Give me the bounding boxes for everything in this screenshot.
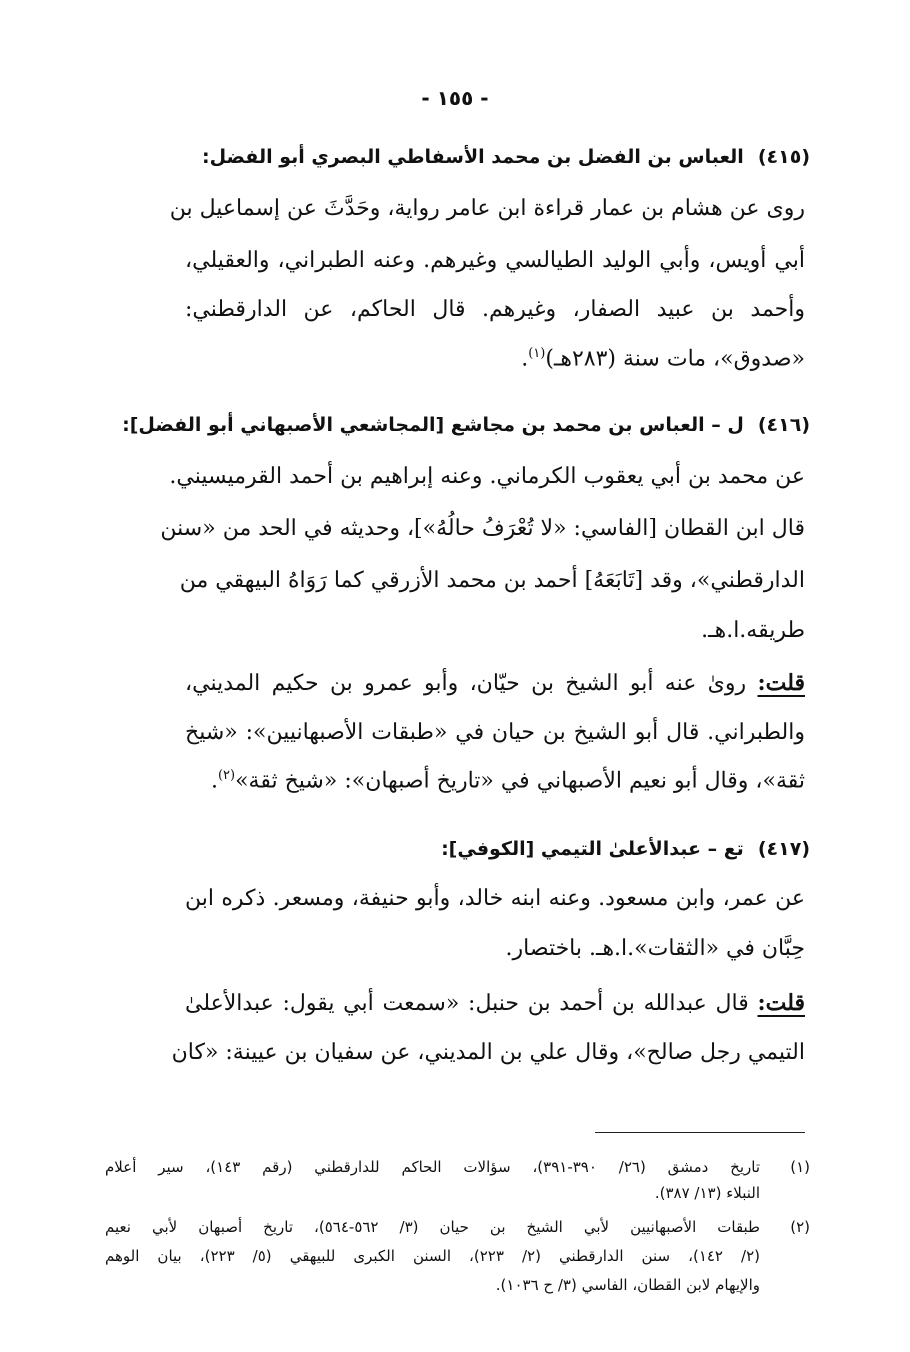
text-line: روى عن هشام بن عمار قراءة ابن عامر رواية، وحَدَّثَ عن إسماعيل بن — [169, 196, 805, 221]
entry-number: (٤١٧) — [757, 838, 810, 860]
footnote-line: تاريخ دمشق (٢٦/ ٣٩٠-٣٩١)، سؤالات الحاكم للدارقطني (رقم ١٤٣)، سير أعلام — [105, 1158, 760, 1176]
entry-heading — [441, 838, 810, 860]
text-line: «صدوق»، مات سنة (٢٨٣هـ)$^{(١)}$. — [521, 346, 805, 372]
qult-line: قلت: رویٰ عنه أبو الشيخ بن حيّان، وأبو عمرو بن حكيم المديني، — [185, 670, 805, 696]
text-line: وأحمد بن عبيد الصفار، وغيرهم. قال الحاكم، عن الدارقطني: — [185, 297, 805, 322]
qult-label: قلت: — [757, 990, 805, 1016]
text-line: أبي أويس، وأبي الوليد الطيالسي وغيرهم. وعنه الطبراني، والعقيلي، — [185, 248, 805, 273]
entry-number: (٤١٥) — [757, 146, 810, 168]
text-line: قال ابن القطان [الفاسي: «لا تُعْرَفُ حالُهُ»]، وحديثه في الحد من «سنن — [160, 516, 805, 541]
entry-heading — [202, 146, 810, 168]
footnote-ref: (١) — [528, 346, 546, 361]
qult-line: قلت: قال عبدالله بن أحمد بن حنبل: «سمعت أبي يقول: عبدالأعلىٰ — [185, 990, 805, 1016]
footnote-line: (٢/ ١٤٢)، سنن الدارقطني (٢/ ٢٢٣)، السنن الكبرى للبيهقي (٥/ ٢٢٣)، بيان الوهم — [105, 1247, 761, 1265]
entry-heading — [122, 414, 810, 436]
entry-number: (٤١٦) — [757, 414, 810, 436]
footnote-line: طبقات الأصبهانيين لأبي الشيخ بن حيان (٣/ ٥٦٢-٥٦٤)، تاريخ أصبهان لأبي نعيم — [105, 1218, 761, 1236]
text-line: حِبَّان في «الثقات».ا.هـ. باختصار. — [505, 936, 805, 961]
footnote-line: النبلاء (١٣/ ٣٨٧). — [654, 1184, 760, 1202]
entry-title: ل – العباس بن محمد بن مجاشع [المجاشعي الأصبهاني أبو الفضل]: — [122, 414, 744, 436]
text-line: عن محمد بن أبي يعقوب الكرماني. وعنه إبراهيم بن أحمد القرميسيني. — [169, 464, 805, 489]
text-line: الدارقطني»، وقد [تَابَعَهُ] أحمد بن محمد الأزرقي كما رَوَاهُ البيهقي من — [179, 568, 805, 593]
footnote-divider — [595, 1132, 805, 1133]
qult-label: قلت: — [757, 670, 805, 696]
qult-line: ثقة»، وقال أبو نعيم الأصبهاني في «تاريخ أصبهان»: «شيخ ثقة»$^{(٢)}$. — [210, 768, 805, 794]
text-line: عن عمر، وابن مسعود. وعنه ابنه خالد، وأبو حنيفة، ومسعر. ذكره ابن — [185, 886, 806, 911]
qult-line: والطبراني. قال أبو الشيخ بن حيان في «طبقات الأصبهانيين»: «شيخ — [185, 720, 805, 745]
qult-line: التيمي رجل صالح»، وقال علي بن المديني، عن سفيان بن عيينة: «كان — [171, 1040, 805, 1065]
entry-title: تع – عبدالأعلىٰ التيمي [الكوفي]: — [441, 838, 744, 860]
footnote-number: (٢) — [790, 1218, 810, 1236]
footnote-line: والإيهام لابن القطان، الفاسي (٣/ ح ١٠٣٦). — [495, 1276, 760, 1294]
entry-title: العباس بن الفضل بن محمد الأسفاطي البصري أبو الفضل: — [202, 146, 744, 168]
footnote-ref: (٢) — [217, 768, 236, 783]
page-number: - ١٥٥ - — [421, 86, 489, 110]
text-line: طريقه.ا.هـ. — [701, 618, 805, 643]
footnote-number: (١) — [790, 1158, 810, 1176]
